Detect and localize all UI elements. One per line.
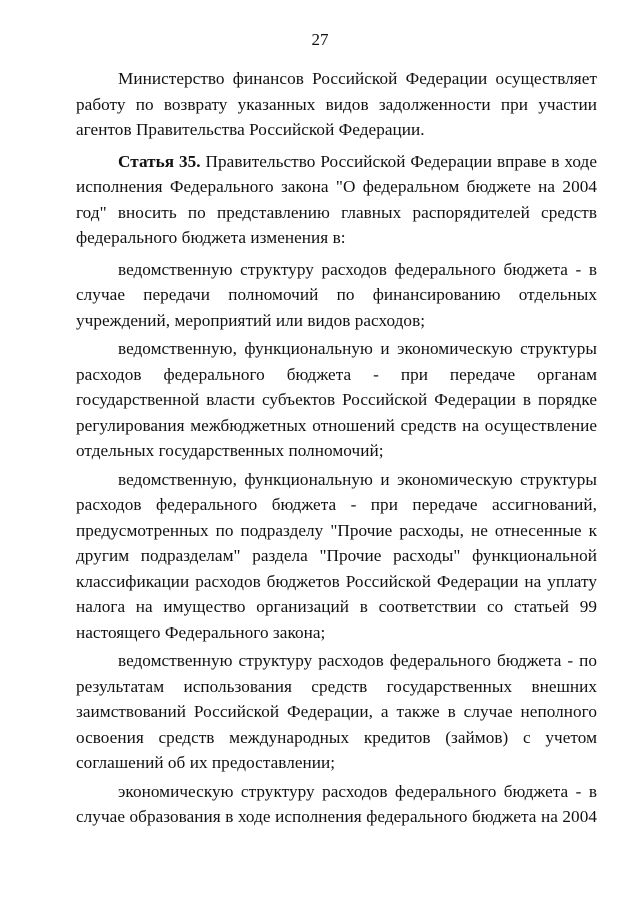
paragraph-text: ведомственную структуру расходов федерального бюджета - в случае передачи полномочий по финансированию отдельных учреждений, мероприятий или видов расходов; [76,259,597,330]
paragraph-departmental-structure [76,257,597,334]
paragraph-text: экономическую структуру расходов федерального бюджета - в случае образования в ходе исполнения федерального бюджета на 2004 [76,781,597,826]
paragraph-property-tax [76,467,597,646]
document-body [76,66,597,833]
paragraph-external-borrowings [76,648,597,776]
paragraph-article-35 [76,149,597,251]
paragraph-state-powers [76,336,597,464]
paragraph-text: Правительство Российской Федерации вправе в ходе исполнения Федерального закона "О федеральном бюджете на 2004 год" вносить по представлению главных распорядителей средств федерального бюджета изменения в: [76,151,597,247]
page-number: 27 [311,30,329,49]
paragraph-text: Министерство финансов Российской Федерации осуществляет работу по возврату указанных видов задолженности при участии агентов Правительства Российской Федерации. [76,69,597,139]
paragraph-text: ведомственную, функциональную и экономическую структуры расходов федерального бюджета - при передаче органам государственной власти субъектов Российской Федерации в порядке регулирования межбюджетных отношений средств на осуществление отдельных государственных полномочий; [76,339,597,460]
paragraph-ministry-finance [76,66,597,143]
paragraph-economic-structure [76,779,597,830]
paragraph-text: ведомственную структуру расходов федерального бюджета - по результатам использования средств государственных внешних заимствований Российской Федерации, а также в случае неполного освоения средств международных кредитов (займов) с учетом соглашений об их предоставлении; [76,651,597,772]
article-label: Статья 35. [118,151,201,171]
paragraph-text: ведомственную, функциональную и экономическую структуры расходов федерального бюджета - при передаче ассигнований, предусмотренных по подразделу "Прочие расходы, не отнесенные к другим подразделам" раздела "Прочие расходы" функциональной классификации расходов бюджетов Российской Федерации на уплату налога на имущество организаций в соответствии со статьей 99 настоящего Федерального закона; [76,469,597,642]
